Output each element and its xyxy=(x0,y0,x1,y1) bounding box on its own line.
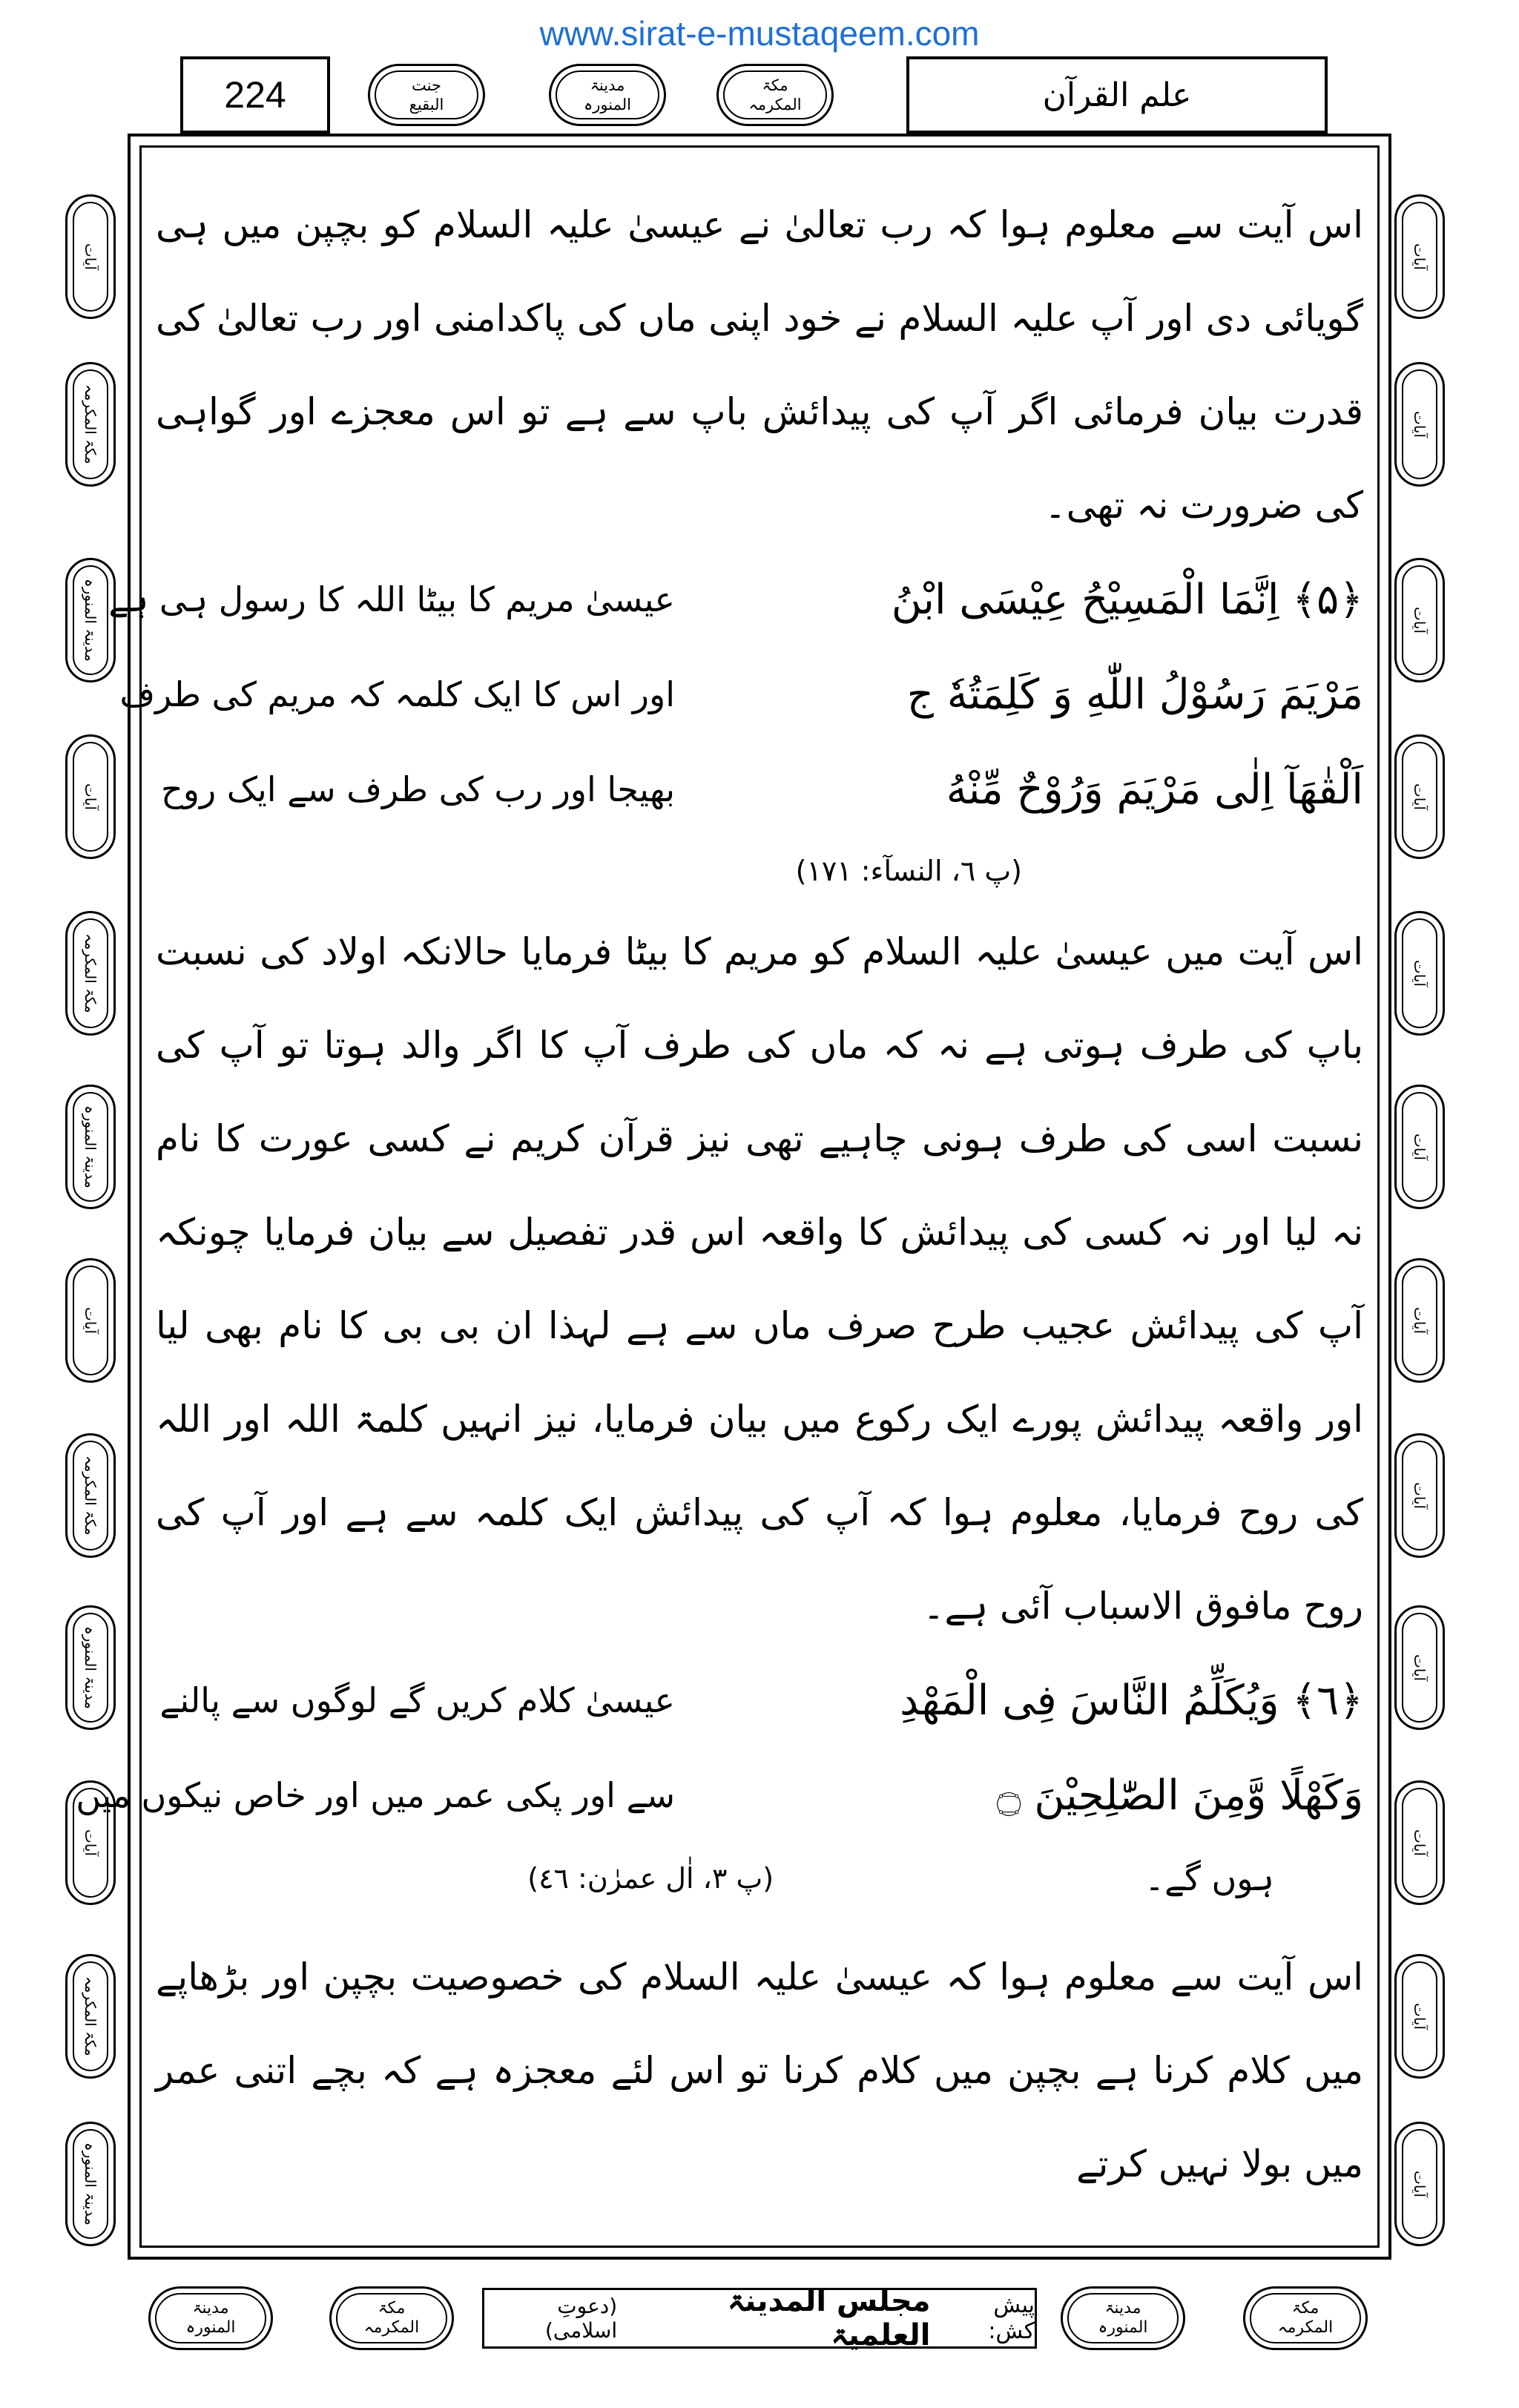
ornament-label: مکۃ المکرمہ xyxy=(82,1455,99,1536)
verse-row xyxy=(156,1653,1363,1748)
publisher-name: مجلس المدینۃ العلمیۃ xyxy=(727,2284,931,2352)
side-ornament-madinah xyxy=(65,2122,116,2246)
ornament-label: آیات xyxy=(1411,243,1429,271)
badge-line2: المکرمہ xyxy=(748,96,802,114)
side-ornament-makkah xyxy=(65,1433,116,1558)
ornament-label: مکۃ المکرمہ xyxy=(82,1976,99,2056)
badge-line1: مکۃ xyxy=(1291,2299,1319,2317)
footer-badge-madinah xyxy=(1061,2286,1185,2350)
ornament-label: آیات xyxy=(1411,410,1429,438)
ornament-label: آیات xyxy=(82,1829,99,1857)
paragraph-1: اس آیت سے معلوم ہوا کہ رب تعالیٰ نے عیسیٰ علیہ السلام کو بچپن میں ہی گویائی دی اور آپ علیہ السلام نے خود اپنی ماں کی پاکدامنی اور رب تعالیٰ کی قدرت بیان فرمائی اگر آپ کی پیدائش باپ سے ہے تو اس معجزے اور گواہی کی ضرورت نہ تھی۔ xyxy=(156,203,1363,527)
ornament-label: آیات xyxy=(1411,606,1429,634)
verse-reference-row xyxy=(156,1843,1363,1914)
presenter-label: پیش کش: xyxy=(988,2292,1035,2344)
side-ornament-aayat xyxy=(65,194,116,319)
side-ornament-aayat xyxy=(1394,1954,1445,2079)
badge-line2: المکرمہ xyxy=(363,2318,420,2337)
ornament-label: آیات xyxy=(1411,1133,1429,1161)
ornament-label: مدینۃ المنورہ xyxy=(82,1105,99,1188)
verse-block-1 xyxy=(108,552,1363,837)
spacer xyxy=(156,1914,1363,1930)
verse-arabic: ﴿٦﴾ وَيُكَلِّمُ النَّاسَ فِى الْمَهْدِ xyxy=(900,1676,1363,1725)
verse-arabic: مَرْيَمَ رَسُوْلُ اللّٰهِ وَ كَلِمَتُهٗ ج xyxy=(906,670,1363,719)
ornament-label: مدینۃ المنورہ xyxy=(82,579,99,662)
ornament-label: مدینۃ المنورہ xyxy=(82,1626,99,1709)
badge-line1: مکۃ xyxy=(762,76,788,94)
badge-line2: المنورہ xyxy=(1098,2318,1148,2337)
ornament-label: آیات xyxy=(82,783,99,811)
ornament-label: آیات xyxy=(1411,1829,1429,1857)
side-ornament-makkah xyxy=(65,911,116,1036)
verse-row xyxy=(119,647,1363,742)
page-number: 224 xyxy=(180,56,330,134)
publisher-credit xyxy=(482,2284,1037,2352)
footer-badge-makkah xyxy=(329,2286,454,2350)
verse-translation: بھیجا اور رب کی طرف سے ایک روح xyxy=(161,769,675,809)
badge-madinah xyxy=(549,64,666,126)
footer-badge-makkah xyxy=(1243,2286,1368,2350)
side-ornament-madinah xyxy=(65,1085,116,1209)
side-ornament-aayat xyxy=(1394,1433,1445,1558)
badge-line2: البقیع xyxy=(409,96,444,114)
side-ornament-makkah xyxy=(65,362,116,487)
badge-line2: المنورہ xyxy=(583,96,631,114)
side-ornament-aayat xyxy=(1394,1605,1445,1730)
verse-translation: اور اس کا ایک کلمہ کہ مریم کی طرف xyxy=(119,674,675,714)
ornament-label: آیات xyxy=(1411,783,1429,811)
side-ornament-aayat xyxy=(1394,1780,1445,1905)
badge-line1: مدینۃ xyxy=(1104,2299,1141,2317)
verse-arabic: وَكَهْلًا وَّمِنَ الصّٰلِحِيْنَ ۝ xyxy=(996,1771,1363,1820)
side-ornament-aayat xyxy=(1394,1085,1445,1209)
verse-arabic: ﴿۵﴾ اِنَّمَا الْمَسِيْحُ عِيْسَى ابْنُ xyxy=(891,575,1363,624)
badge-jannat-ul-baqi xyxy=(368,64,485,126)
book-title: علم القرآن xyxy=(906,56,1328,134)
ornament-label: مکۃ المکرمہ xyxy=(82,933,99,1013)
badge-makkah xyxy=(716,64,834,126)
paragraph-2: اس آیت میں عیسیٰ علیہ السلام کو مریم کا بیٹا فرمایا حالانکہ اولاد کی نسبت باپ کی طرف ہوتی ہے نہ کہ ماں کی طرف آپ کا اگر والد ہوتا تو آپ کی نسبت اسی کی طرف ہونی چاہیے تھی نیز قرآن کریم نے کسی عورت کا نام نہ لیا اور نہ کسی کی پیدائش کا واقعہ اس قدر تفصیل سے بیان فرمایا چونکہ آپ کی پیدائش عجیب طرح صرف ماں سے ہے لہذا ان بی بی کا نام بھی لیا اور واقعہ پیدائش پورے ایک رکوع میں بیان فرمایا، نیز انہیں کلمۃ اللہ اور اللہ کی روح فرمایا، معلوم ہوا کہ آپ کی پیدائش ایک کلمہ سے ہے اور آپ کی روح مافوق الاسباب آئی ہے۔ xyxy=(156,930,1363,1628)
verse-reference: (پ ٣، اٰل عمرٰن: ٤٦) xyxy=(527,1862,774,1895)
badge-line1: مکۃ xyxy=(378,2299,406,2317)
ornament-label: آیات xyxy=(1411,959,1429,987)
ornament-label: مکۃ المکرمہ xyxy=(82,384,99,464)
verse-translation: عیسیٰ کلام کریں گے لوگوں سے پالنے xyxy=(159,1680,675,1720)
side-ornament-aayat xyxy=(1394,2122,1445,2246)
verse-translation: سے اور پکی عمر میں اور خاص نیکوں میں xyxy=(76,1775,675,1815)
side-ornament-aayat xyxy=(65,1258,116,1383)
side-ornament-aayat xyxy=(1394,194,1445,319)
badge-line2: المکرمہ xyxy=(1277,2318,1334,2337)
ornament-label: آیات xyxy=(82,243,99,271)
badge-line1: مدینۃ xyxy=(192,2299,229,2317)
side-ornament-aayat xyxy=(65,734,116,859)
side-ornament-makkah xyxy=(65,1954,116,2079)
side-ornament-aayat xyxy=(1394,558,1445,682)
side-ornament-madinah xyxy=(65,558,116,682)
badge-line2: المنورہ xyxy=(185,2318,236,2337)
ornament-label: مدینۃ المنورہ xyxy=(82,2142,99,2226)
ornament-label: آیات xyxy=(1411,2002,1429,2030)
verse-arabic: اَلْقٰهَآ اِلٰى مَرْيَمَ وَرُوْحٌ مِّنْهُ xyxy=(946,765,1363,814)
side-ornament-aayat xyxy=(1394,911,1445,1036)
side-ornament-madinah xyxy=(65,1605,116,1730)
paragraph-3: اس آیت سے معلوم ہوا کہ عیسیٰ علیہ السلام کی خصوصیت بچپن اور بڑھاپے میں کلام کرنا ہے بچپن میں کلام کرنا تو اس لئے معجزہ ہے کہ بچے اتنی عمر میں بولا نہیں کرتے xyxy=(156,1955,1363,2185)
footer-badge-madinah xyxy=(148,2286,273,2350)
ornament-label: آیات xyxy=(1411,1306,1429,1335)
site-url[interactable]: www.sirat-e-mustaqeem.com xyxy=(539,14,980,53)
verse-translation: عیسیٰ مریم کا بیٹا اللہ کا رسول ہی ہے xyxy=(108,579,675,619)
side-ornament-aayat xyxy=(1394,1258,1445,1383)
badge-line1: جنت xyxy=(412,76,441,94)
ornament-label: آیات xyxy=(82,1306,99,1335)
side-ornament-aayat xyxy=(1394,362,1445,487)
verse-reference: (پ ٦، النسآء: ١٧١) xyxy=(795,855,1022,887)
side-ornament-aayat xyxy=(1394,734,1445,859)
badge-line1: مدینۃ xyxy=(590,76,625,94)
organization-name: (دعوتِ اسلامی) xyxy=(544,2294,618,2343)
translation-ending: ہوں گے۔ xyxy=(1144,1858,1274,1898)
ornament-label: آیات xyxy=(1411,1481,1429,1510)
verse-row xyxy=(108,552,1363,647)
ornament-label: آیات xyxy=(1411,1654,1429,1682)
ornament-label: آیات xyxy=(1411,2170,1429,2198)
verse-row xyxy=(156,742,1363,837)
